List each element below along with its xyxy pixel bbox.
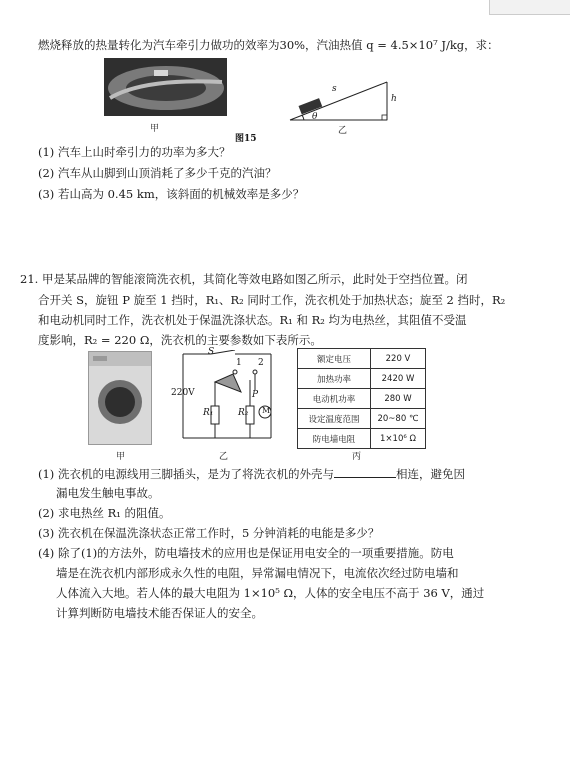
slope-diagram [282, 72, 402, 127]
fig15-title: 图15 [235, 134, 257, 144]
fig21-label-a: 甲 [116, 452, 126, 462]
spec-value: 1×10⁶ Ω [371, 429, 426, 449]
fig21-label-b: 乙 [219, 452, 229, 462]
table-row [298, 349, 426, 369]
answer-blank[interactable] [334, 466, 396, 478]
q21-line4: 度影响，R₂ = 220 Ω，洗衣机的主要参数如下表所示。 [38, 333, 322, 347]
page-corner-mark [489, 0, 570, 15]
slope-h-label: h [391, 94, 397, 104]
washing-machine-photo [88, 351, 152, 445]
circuit-switch-label: S [208, 347, 215, 357]
q21-sub3: (3) 洗衣机在保温洗涤状态正常工作时，5 分钟消耗的电能是多少？ [38, 526, 380, 540]
spec-value: 20~80 ℃ [371, 409, 426, 429]
spec-table [297, 348, 426, 449]
q20-intro: 燃烧释放的热量转化为汽车牵引力做功的效率为30%，汽油热值 q = 4.5×10⁷ J/kg，求： [38, 38, 499, 52]
q20-sub2: (2) 汽车从山脚到山顶消耗了多少千克的汽油？ [38, 166, 277, 180]
q21-sub1-text-a: (1) 洗衣机的电源线用三脚插头，是为了将洗衣机的外壳与 [38, 467, 334, 481]
circuit-r1-label: R₁ [203, 408, 214, 418]
circuit-pos2-label: 2 [258, 358, 264, 368]
q21-sub4-line4: 计算判断防电墙技术能否保证人的安全。 [56, 606, 263, 620]
spec-value: 2420 W [371, 369, 426, 389]
q20-sub1: (1) 汽车上山时牵引力的功率为多大？ [38, 145, 231, 159]
spec-key: 设定温度范围 [298, 409, 371, 429]
table-row [298, 429, 426, 449]
q20-sub3: (3) 若山高为 0.45 km，该斜面的机械效率是多少？ [38, 187, 305, 201]
spec-key: 加热功率 [298, 369, 371, 389]
circuit-r2-label: R₂ [238, 408, 249, 418]
car-photo [104, 58, 227, 116]
fig15-label-a: 甲 [150, 124, 160, 134]
table-row [298, 409, 426, 429]
q21-line1: 21. 甲是某品牌的智能滚筒洗衣机，其简化等效电路如图乙所示，此时处于空挡位置。闭 [20, 272, 468, 286]
slope-theta-label: θ [312, 112, 318, 122]
table-row [298, 389, 426, 409]
spec-key: 额定电压 [298, 349, 371, 369]
q21-sub1 [38, 466, 465, 481]
q21-sub4-line3: 人体流入大地。若人体的最大电阻为 1×10⁵ Ω，人体的安全电压不高于 36 V，通过 [56, 586, 485, 600]
q21-line3: 和电动机同时工作，洗衣机处于保温洗涤状态。R₁ 和 R₂ 均为电热丝，其阻值不受温 [38, 313, 467, 327]
fig15-label-b: 乙 [338, 126, 348, 136]
q21-sub4-line2: 墙是在洗衣机内部形成永久性的电阻，异常漏电情况下，电流依次经过防电墙和 [56, 566, 459, 580]
circuit-voltage-label: 220V [171, 388, 195, 398]
spec-value: 220 V [371, 349, 426, 369]
table-row [298, 369, 426, 389]
fig21-label-c: 丙 [352, 452, 362, 462]
q21-line2: 合开关 S，旋钮 P 旋至 1 挡时，R₁、R₂ 同时工作，洗衣机处于加热状态；旋至 2 挡时，R₂ [38, 293, 506, 307]
circuit-pos1-label: 1 [236, 358, 242, 368]
circuit-motor-label: M [262, 406, 271, 415]
slope-s-label: s [332, 84, 337, 94]
spec-key: 电动机功率 [298, 389, 371, 409]
q21-sub4-line1: (4) 除了(1)的方法外，防电墙技术的应用也是保证用电安全的一项重要措施。防电 [38, 546, 454, 560]
q21-sub1-text-b: 相连，避免因 [395, 467, 465, 481]
q21-sub2: (2) 求电热丝 R₁ 的阻值。 [38, 506, 171, 520]
circuit-knob-label: P [252, 390, 259, 400]
spec-key: 防电墙电阻 [298, 429, 371, 449]
q21-sub1-cont: 漏电发生触电事故。 [56, 486, 160, 500]
spec-value: 280 W [371, 389, 426, 409]
